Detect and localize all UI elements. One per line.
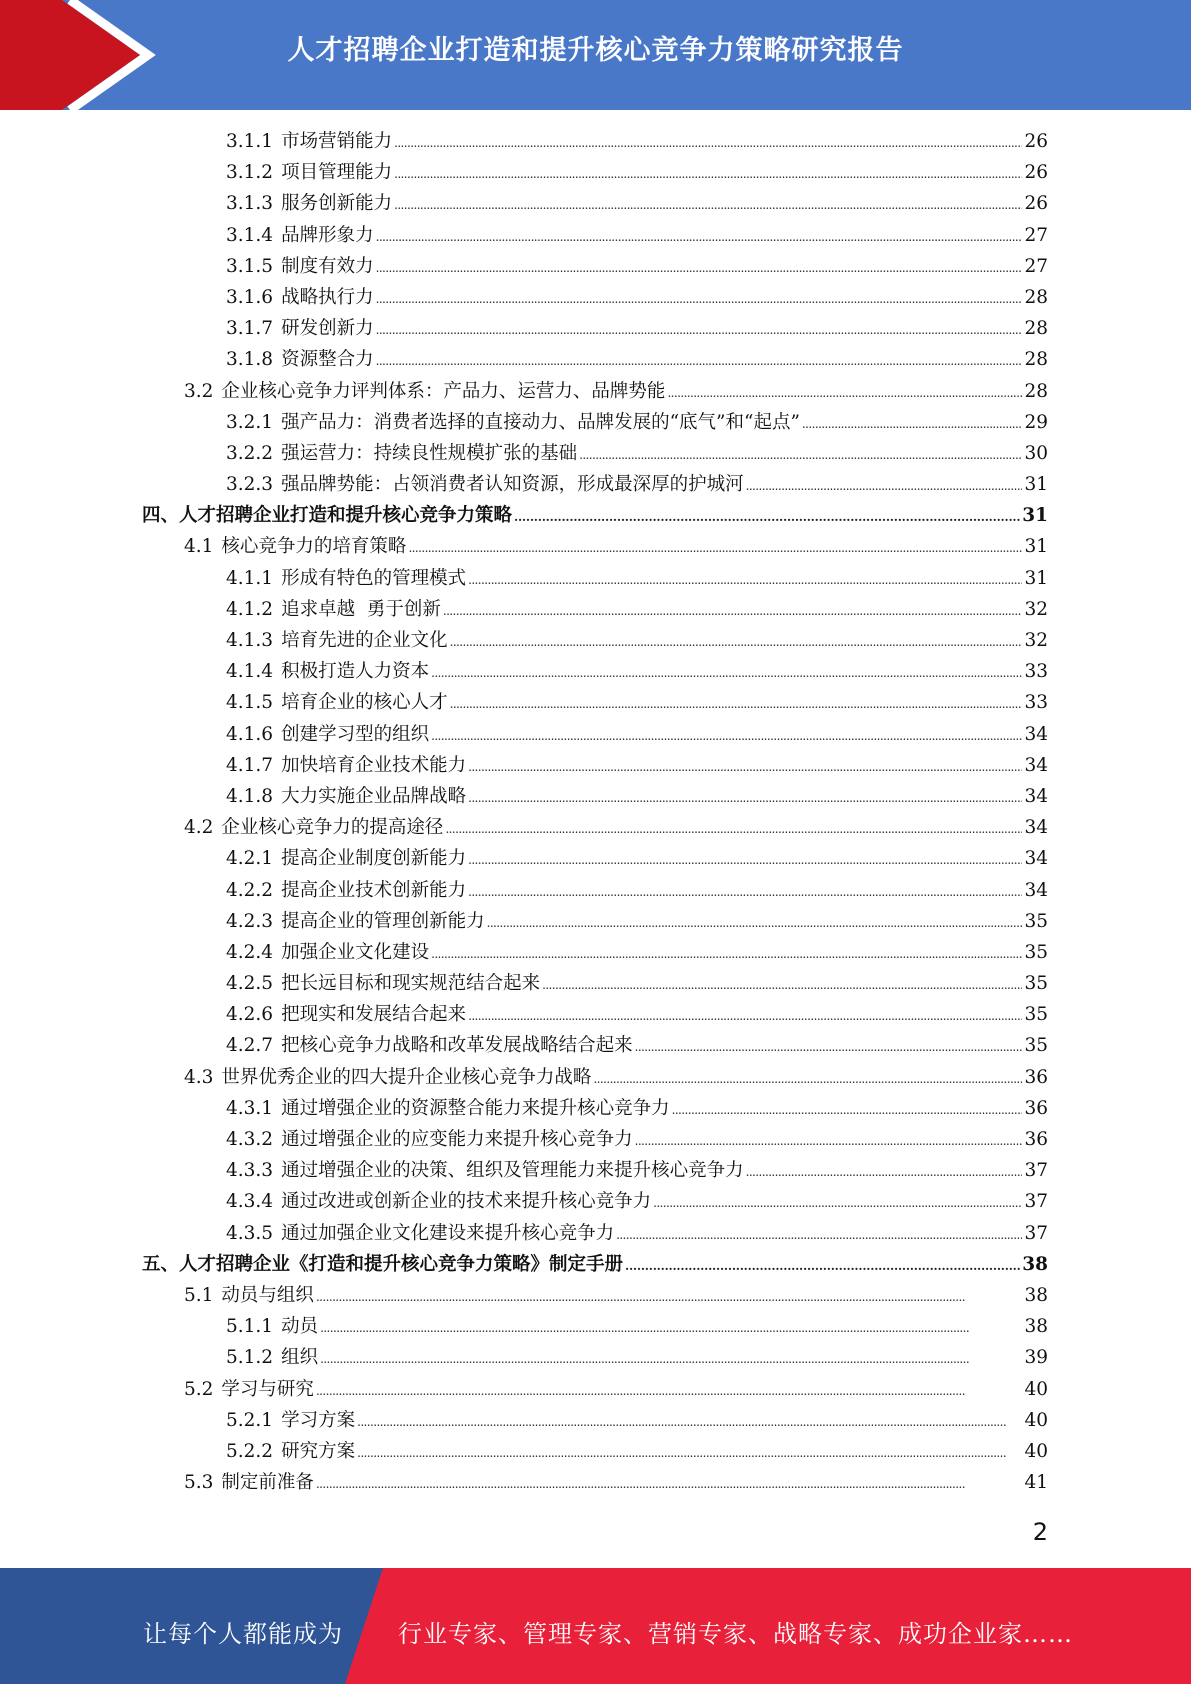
toc-entry-title: 四、人才招聘企业打造和提升核心竞争力策略 xyxy=(142,505,513,527)
toc-entry[interactable] xyxy=(142,782,1048,813)
toc-entry-title: 五、人才招聘企业《打造和提升核心竞争力策略》制定手册 xyxy=(142,1253,624,1275)
toc-entry[interactable] xyxy=(142,720,1048,751)
toc-entry-title: 强品牌势能：占领消费者认知资源，形成最深厚的护城河 xyxy=(281,474,744,496)
toc-dot-leader xyxy=(357,1441,1022,1462)
toc-entry-page: 41 xyxy=(1024,1472,1048,1494)
toc-dot-leader xyxy=(667,381,1022,402)
toc-entry-page: 33 xyxy=(1024,692,1048,714)
toc-dot-leader xyxy=(746,1160,1023,1181)
toc-dot-leader xyxy=(443,599,1023,620)
toc-entry[interactable] xyxy=(142,158,1048,189)
toc-entry-page: 39 xyxy=(1024,1347,1048,1369)
toc-dot-leader xyxy=(394,193,1022,214)
toc-dot-leader xyxy=(320,1347,1022,1368)
toc-entry-page: 35 xyxy=(1024,1004,1048,1026)
toc-entry-page: 38 xyxy=(1024,1316,1048,1338)
toc-dot-leader xyxy=(514,505,1020,526)
toc-entry[interactable] xyxy=(142,1250,1048,1281)
toc-entry-title: 积极打造人力资本 xyxy=(281,661,430,683)
toc-entry[interactable] xyxy=(142,1281,1048,1312)
toc-entry[interactable] xyxy=(142,127,1048,158)
toc-entry-title: 动员与组织 xyxy=(221,1284,314,1306)
toc-entry-number: 4.2.5 xyxy=(226,973,274,995)
toc-entry-page: 34 xyxy=(1024,879,1048,901)
toc-dot-leader xyxy=(431,724,1022,745)
toc-entry-number: 3.2.3 xyxy=(226,474,274,496)
toc-entry-title: 制度有效力 xyxy=(281,255,374,277)
toc-entry[interactable] xyxy=(142,470,1048,501)
toc-entry-page: 35 xyxy=(1024,910,1048,932)
toc-entry-number: 3.2.2 xyxy=(226,442,274,464)
toc-entry-number: 4.3.3 xyxy=(226,1160,274,1182)
toc-entry-title: 加快培育企业技术能力 xyxy=(281,754,467,776)
toc-entry[interactable] xyxy=(142,657,1048,688)
toc-entry[interactable] xyxy=(142,751,1048,782)
toc-entry-title: 制定前准备 xyxy=(221,1472,314,1494)
toc-entry[interactable] xyxy=(142,1219,1048,1250)
toc-entry[interactable] xyxy=(142,314,1048,345)
toc-entry-number: 4.2.7 xyxy=(226,1035,274,1057)
toc-entry-number: 3.1.2 xyxy=(226,162,274,184)
toc-dot-leader xyxy=(487,911,1023,932)
toc-dot-leader xyxy=(802,412,1023,433)
toc-entry-page: 28 xyxy=(1024,318,1048,340)
toc-entry[interactable] xyxy=(142,501,1048,532)
toc-entry-title: 通过改进或创新企业的技术来提升核心竞争力 xyxy=(281,1191,652,1213)
toc-entry-number: 3.1.7 xyxy=(226,318,274,340)
toc-entry-title: 通过加强企业文化建设来提升核心竞争力 xyxy=(281,1222,615,1244)
toc-entry-number: 4.1.2 xyxy=(226,598,274,620)
toc-entry-title: 加强企业文化建设 xyxy=(281,941,430,963)
toc-dot-leader xyxy=(635,1035,1023,1056)
toc-entry-title: 战略执行力 xyxy=(281,286,374,308)
toc-dot-leader xyxy=(376,287,1023,308)
toc-entry-title: 研究方案 xyxy=(281,1440,356,1462)
toc-entry-number: 3.2 xyxy=(184,380,214,402)
toc-entry[interactable] xyxy=(142,1094,1048,1125)
toc-dot-leader xyxy=(593,1067,1022,1088)
toc-entry-page: 32 xyxy=(1024,598,1048,620)
toc-entry-page: 27 xyxy=(1024,224,1048,246)
toc-dot-leader xyxy=(468,880,1022,901)
toc-entry-page: 26 xyxy=(1024,131,1048,152)
toc-entry-title: 创建学习型的组织 xyxy=(281,723,430,745)
toc-entry[interactable] xyxy=(142,564,1048,595)
toc-entry-number: 4.1.6 xyxy=(226,723,274,745)
toc-entry-page: 32 xyxy=(1024,630,1048,651)
toc-entry-title: 学习方案 xyxy=(281,1409,356,1431)
toc-entry-page: 29 xyxy=(1024,411,1048,433)
toc-entry-title: 学习与研究 xyxy=(221,1378,314,1400)
toc-dot-leader xyxy=(672,1098,1023,1119)
toc-entry[interactable] xyxy=(142,1437,1048,1468)
toc-entry-number: 5.1.1 xyxy=(226,1316,274,1338)
toc-entry-title: 企业核心竞争力的提高途径 xyxy=(221,817,444,839)
toc-entry-page: 38 xyxy=(1022,1253,1048,1275)
toc-entry-number: 4.1.8 xyxy=(226,785,274,807)
toc-entry[interactable] xyxy=(142,408,1048,439)
toc-entry-number: 4.1.1 xyxy=(226,567,274,589)
toc-entry-title: 培育企业的核心人才 xyxy=(281,692,448,714)
toc-dot-leader xyxy=(625,1254,1020,1275)
toc-entry[interactable] xyxy=(142,532,1048,563)
toc-entry-page: 28 xyxy=(1024,349,1048,371)
toc-entry[interactable] xyxy=(142,1031,1048,1062)
page-header xyxy=(0,0,1191,110)
toc-entry-title: 形成有特色的管理模式 xyxy=(281,567,467,589)
toc-dot-leader xyxy=(431,661,1022,682)
toc-entry[interactable] xyxy=(142,1312,1048,1343)
toc-entry-number: 5.3 xyxy=(184,1472,214,1494)
toc-dot-leader xyxy=(408,536,1022,557)
toc-entry-title: 核心竞争力的培育策略 xyxy=(221,536,407,558)
toc-entry-title: 资源整合力 xyxy=(281,349,374,371)
toc-dot-leader xyxy=(394,162,1022,183)
toc-entry-title: 通过增强企业的应变能力来提升核心竞争力 xyxy=(281,1129,633,1150)
toc-dot-leader xyxy=(468,755,1022,776)
toc-entry[interactable] xyxy=(142,907,1048,938)
toc-entry-number: 4.2.4 xyxy=(226,941,274,963)
toc-entry-title: 世界优秀企业的四大提升企业核心竞争力战略 xyxy=(221,1066,592,1088)
toc-entry[interactable] xyxy=(142,876,1048,907)
toc-entry-title: 项目管理能力 xyxy=(281,162,393,184)
toc-entry-number: 4.1.3 xyxy=(226,630,274,651)
toc-entry[interactable] xyxy=(142,626,1048,657)
toc-entry-page: 40 xyxy=(1024,1378,1048,1400)
toc-entry[interactable] xyxy=(142,595,1048,626)
toc-entry-title: 提高企业的管理创新能力 xyxy=(281,910,485,932)
toc-entry-page: 34 xyxy=(1024,754,1048,776)
toc-entry[interactable] xyxy=(142,938,1048,969)
toc-entry-page: 36 xyxy=(1024,1066,1048,1088)
toc-entry[interactable] xyxy=(142,1343,1048,1374)
toc-entry-page: 37 xyxy=(1024,1191,1048,1213)
footer-slogan-right: 行业专家、管理专家、营销专家、战略专家、成功企业家…… xyxy=(398,1620,1073,1648)
toc-entry-number: 4.1.7 xyxy=(226,754,274,776)
toc-entry-number: 4.1.5 xyxy=(226,692,274,714)
toc-entry-title: 组织 xyxy=(281,1347,319,1369)
toc-entry[interactable] xyxy=(142,439,1048,470)
toc-entry-title: 强产品力：消费者选择的直接动力、品牌发展的“底气”和“起点” xyxy=(281,411,800,433)
toc-entry-number: 5.2.2 xyxy=(226,1440,274,1462)
toc-dot-leader xyxy=(468,1004,1022,1025)
toc-entry-title: 把核心竞争力战略和改革发展战略结合起来 xyxy=(281,1035,633,1057)
toc-dot-leader xyxy=(468,848,1022,869)
toc-entry-page: 35 xyxy=(1024,973,1048,995)
toc-entry-page: 31 xyxy=(1024,536,1048,558)
toc-entry-page: 26 xyxy=(1024,162,1048,184)
footer-slogan-left: 让每个人都能成为 xyxy=(143,1620,343,1648)
toc-entry-title: 追求卓越 勇于创新 xyxy=(281,598,441,620)
toc-dot-leader xyxy=(542,973,1022,994)
toc-dot-leader xyxy=(431,942,1022,963)
toc-entry-number: 4.2.2 xyxy=(226,879,274,901)
toc-entry-page: 40 xyxy=(1024,1409,1048,1431)
toc-dot-leader xyxy=(445,817,1022,838)
toc-dot-leader xyxy=(635,1129,1023,1150)
toc-dot-leader xyxy=(320,1316,1022,1337)
toc-entry-title: 把长远目标和现实规范结合起来 xyxy=(281,973,541,995)
toc-entry-number: 5.2.1 xyxy=(226,1409,274,1431)
toc-entry[interactable] xyxy=(142,189,1048,220)
toc-dot-leader xyxy=(468,568,1022,589)
toc-entry[interactable] xyxy=(142,252,1048,283)
toc-entry-page: 36 xyxy=(1024,1129,1048,1150)
toc-entry-page: 28 xyxy=(1024,380,1048,402)
toc-entry-number: 4.2.6 xyxy=(226,1004,274,1026)
toc-entry-page: 28 xyxy=(1024,286,1048,308)
toc-entry-number: 4.2.3 xyxy=(226,910,274,932)
table-of-contents xyxy=(142,127,1048,1499)
toc-dot-leader xyxy=(316,1379,1023,1400)
toc-entry[interactable] xyxy=(142,283,1048,314)
toc-dot-leader xyxy=(376,256,1023,277)
toc-entry-number: 5.2 xyxy=(184,1378,214,1400)
toc-dot-leader xyxy=(376,318,1023,339)
toc-entry-title: 提高企业技术创新能力 xyxy=(281,879,467,901)
toc-entry-page: 40 xyxy=(1024,1440,1048,1462)
toc-entry-number: 3.1.3 xyxy=(226,193,274,215)
toc-dot-leader xyxy=(450,630,1023,651)
toc-entry-number: 3.1.5 xyxy=(226,255,274,277)
toc-entry[interactable] xyxy=(142,1468,1048,1499)
toc-entry-page: 34 xyxy=(1024,785,1048,807)
header-arrow-decoration xyxy=(0,0,170,110)
toc-entry-number: 4.3.2 xyxy=(226,1129,274,1150)
toc-entry-title: 强运营力：持续良性规模扩张的基础 xyxy=(281,442,578,464)
toc-dot-leader xyxy=(579,443,1022,464)
toc-entry[interactable] xyxy=(142,688,1048,719)
toc-entry-number: 4.1.4 xyxy=(226,661,274,683)
toc-dot-leader xyxy=(376,349,1023,370)
toc-entry-number: 5.1 xyxy=(184,1284,214,1306)
toc-entry-page: 35 xyxy=(1024,1035,1048,1057)
toc-entry-page: 38 xyxy=(1024,1284,1048,1306)
toc-entry-page: 35 xyxy=(1024,941,1048,963)
toc-entry-page: 31 xyxy=(1024,567,1048,589)
toc-entry-number: 3.1.1 xyxy=(226,131,274,152)
toc-entry-number: 3.1.4 xyxy=(226,224,274,246)
toc-entry[interactable] xyxy=(142,345,1048,376)
toc-dot-leader xyxy=(316,1472,1023,1493)
document-title: 人才招聘企业打造和提升核心竞争力策略研究报告 xyxy=(287,35,904,66)
toc-entry[interactable] xyxy=(142,1406,1048,1437)
page-number: 2 xyxy=(1032,1518,1048,1546)
toc-entry-title: 把现实和发展结合起来 xyxy=(281,1004,467,1026)
toc-entry-page: 31 xyxy=(1022,505,1048,527)
toc-entry[interactable] xyxy=(142,1000,1048,1031)
toc-entry-page: 36 xyxy=(1024,1097,1048,1119)
toc-entry-number: 4.3.1 xyxy=(226,1097,274,1119)
toc-entry-title: 通过增强企业的决策、组织及管理能力来提升核心竞争力 xyxy=(281,1160,744,1182)
toc-entry-title: 大力实施企业品牌战略 xyxy=(281,785,467,807)
toc-entry-page: 33 xyxy=(1024,661,1048,683)
toc-entry-page: 30 xyxy=(1024,442,1048,464)
toc-entry-title: 服务创新能力 xyxy=(281,193,393,215)
toc-entry-title: 动员 xyxy=(281,1316,319,1338)
toc-entry[interactable] xyxy=(142,1187,1048,1218)
toc-entry[interactable] xyxy=(142,1125,1048,1156)
toc-dot-leader xyxy=(653,1191,1022,1212)
toc-entry[interactable] xyxy=(142,1375,1048,1406)
toc-entry-page: 34 xyxy=(1024,848,1048,870)
toc-entry-title: 企业核心竞争力评判体系：产品力、运营力、品牌势能 xyxy=(221,380,666,402)
toc-entry-number: 5.1.2 xyxy=(226,1347,274,1369)
toc-entry-title: 市场营销能力 xyxy=(281,131,393,152)
toc-entry-page: 31 xyxy=(1024,474,1048,496)
toc-entry-number: 3.1.6 xyxy=(226,286,274,308)
toc-entry-page: 26 xyxy=(1024,193,1048,215)
toc-entry-title: 品牌形象力 xyxy=(281,224,374,246)
toc-entry-number: 4.2 xyxy=(184,817,214,839)
toc-entry-page: 34 xyxy=(1024,723,1048,745)
toc-dot-leader xyxy=(450,692,1023,713)
toc-entry[interactable] xyxy=(142,1156,1048,1187)
toc-dot-leader xyxy=(468,786,1022,807)
toc-entry[interactable] xyxy=(142,844,1048,875)
toc-dot-leader xyxy=(316,1285,1023,1306)
toc-entry-number: 4.3.5 xyxy=(226,1222,274,1244)
toc-entry-page: 37 xyxy=(1024,1222,1048,1244)
toc-entry-number: 4.3 xyxy=(184,1066,214,1088)
toc-dot-leader xyxy=(746,474,1023,495)
toc-entry[interactable] xyxy=(142,221,1048,252)
toc-dot-leader xyxy=(357,1410,1022,1431)
toc-entry-title: 研发创新力 xyxy=(281,318,374,340)
toc-dot-leader xyxy=(616,1223,1022,1244)
toc-dot-leader xyxy=(376,225,1023,246)
toc-dot-leader xyxy=(394,131,1022,152)
toc-entry[interactable] xyxy=(142,1063,1048,1094)
toc-entry[interactable] xyxy=(142,813,1048,844)
toc-entry-page: 37 xyxy=(1024,1160,1048,1182)
toc-entry-number: 3.1.8 xyxy=(226,349,274,371)
toc-entry-number: 4.3.4 xyxy=(226,1191,274,1213)
page-footer xyxy=(0,1568,1191,1684)
toc-entry-title: 提高企业制度创新能力 xyxy=(281,848,467,870)
toc-entry-number: 4.1 xyxy=(184,536,214,558)
toc-entry-page: 27 xyxy=(1024,255,1048,277)
toc-entry[interactable] xyxy=(142,377,1048,408)
toc-entry[interactable] xyxy=(142,969,1048,1000)
toc-entry-number: 4.2.1 xyxy=(226,848,274,870)
toc-entry-title: 通过增强企业的资源整合能力来提升核心竞争力 xyxy=(281,1097,670,1119)
toc-entry-number: 3.2.1 xyxy=(226,411,274,433)
toc-entry-title: 培育先进的企业文化 xyxy=(281,630,448,651)
toc-entry-page: 34 xyxy=(1024,817,1048,839)
